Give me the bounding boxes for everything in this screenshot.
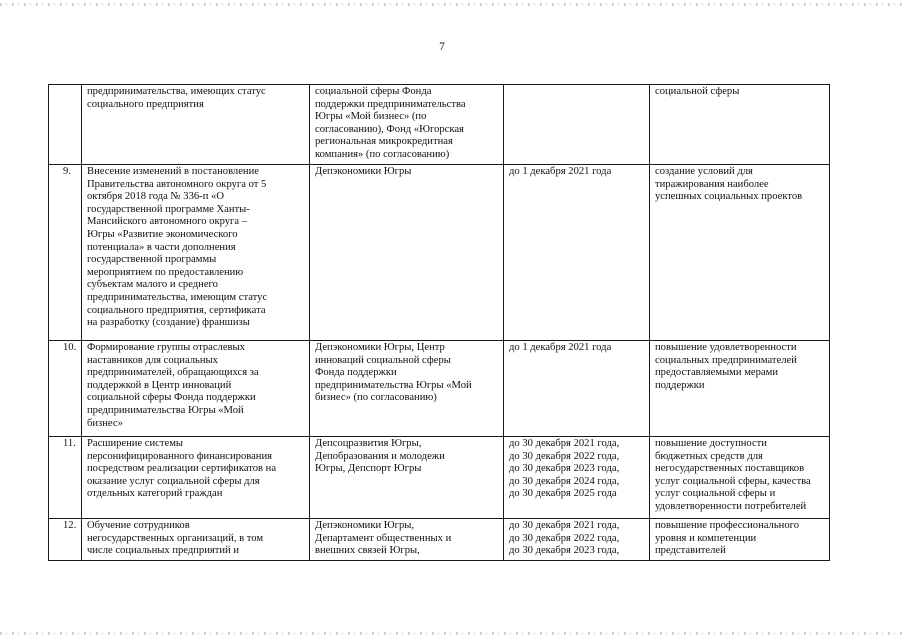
- scan-edge-bottom: [0, 632, 905, 635]
- action-cell: Расширение системы персонифицированного финансирования посредством реализации сертификатов на оказание услуг социальной сферы для отдельных категорий граждан: [82, 437, 310, 519]
- row-number: 9.: [49, 165, 82, 341]
- executor-cell: Депэкономики Югры, Центр инноваций социальной сферы Фонда поддержки предпринимательства Югры «Мой бизнес» (по согласованию): [310, 341, 504, 437]
- row-number: 12.: [49, 519, 82, 561]
- result-cell: создание условий для тиражирования наиболее успешных социальных проектов: [650, 165, 830, 341]
- row-number: 10.: [49, 341, 82, 437]
- executor-cell: социальной сферы Фонда поддержки предпринимательства Югры «Мой бизнес» (по согласованию), Фонд «Югорская региональная микрокредитная компания» (по согласованию): [310, 85, 504, 165]
- executor-cell: Депэкономики Югры, Департамент общественных и внешних связей Югры,: [310, 519, 504, 561]
- result-cell: повышение удовлетворенности социальных предпринимателей предоставляемыми мерами поддержки: [650, 341, 830, 437]
- action-cell: Формирование группы отраслевых наставников для социальных предпринимателей, обращающихся за поддержкой в Центр инноваций социальной сферы Фонда поддержки предпринимательства Югры «Мой бизнес»: [82, 341, 310, 437]
- executor-cell: Депсоцразвития Югры, Депобразования и молодежи Югры, Депспорт Югры: [310, 437, 504, 519]
- table-row: [49, 437, 830, 519]
- result-cell: повышение профессионального уровня и компетенции представителей: [650, 519, 830, 561]
- table-row: [49, 165, 830, 341]
- deadline-cell: до 1 декабря 2021 года: [504, 341, 650, 437]
- table-row: [49, 85, 830, 165]
- scan-edge-top: [0, 3, 905, 6]
- deadline-cell: до 30 декабря 2021 года, до 30 декабря 2022 года, до 30 декабря 2023 года,: [504, 519, 650, 561]
- action-cell: Обучение сотрудников негосударственных организаций, в том числе социальных предприятий и: [82, 519, 310, 561]
- table-row: [49, 519, 830, 561]
- deadline-cell: до 30 декабря 2021 года, до 30 декабря 2022 года, до 30 декабря 2023 года, до 30 декабря 2024 года, до 30 декабря 2025 года: [504, 437, 650, 519]
- row-number: 11.: [49, 437, 82, 519]
- result-cell: социальной сферы: [650, 85, 830, 165]
- executor-cell: Депэкономики Югры: [310, 165, 504, 341]
- result-cell: повышение доступности бюджетных средств для негосударственных поставщиков услуг социальной сферы, качества услуг социальной сферы и удовлетворенности потребителей: [650, 437, 830, 519]
- action-cell: предпринимательства, имеющих статус социального предприятия: [82, 85, 310, 165]
- measures-table: [48, 84, 830, 561]
- action-cell: Внесение изменений в постановление Правительства автономного округа от 5 октября 2018 года № 336-п «О государственной программе Ханты- Мансийского автономного округа – Югры «Развитие экономического потенциала» в части дополнения государственной программы мероприятием по предоставлению субъектам малого и среднего предпринимательства, имеющим статус социального предприятия, сертификата на разработку (создание) франшизы: [82, 165, 310, 341]
- page-number: 7: [439, 41, 445, 53]
- deadline-cell: [504, 85, 650, 165]
- row-number: [49, 85, 82, 165]
- deadline-cell: до 1 декабря 2021 года: [504, 165, 650, 341]
- table-row: [49, 341, 830, 437]
